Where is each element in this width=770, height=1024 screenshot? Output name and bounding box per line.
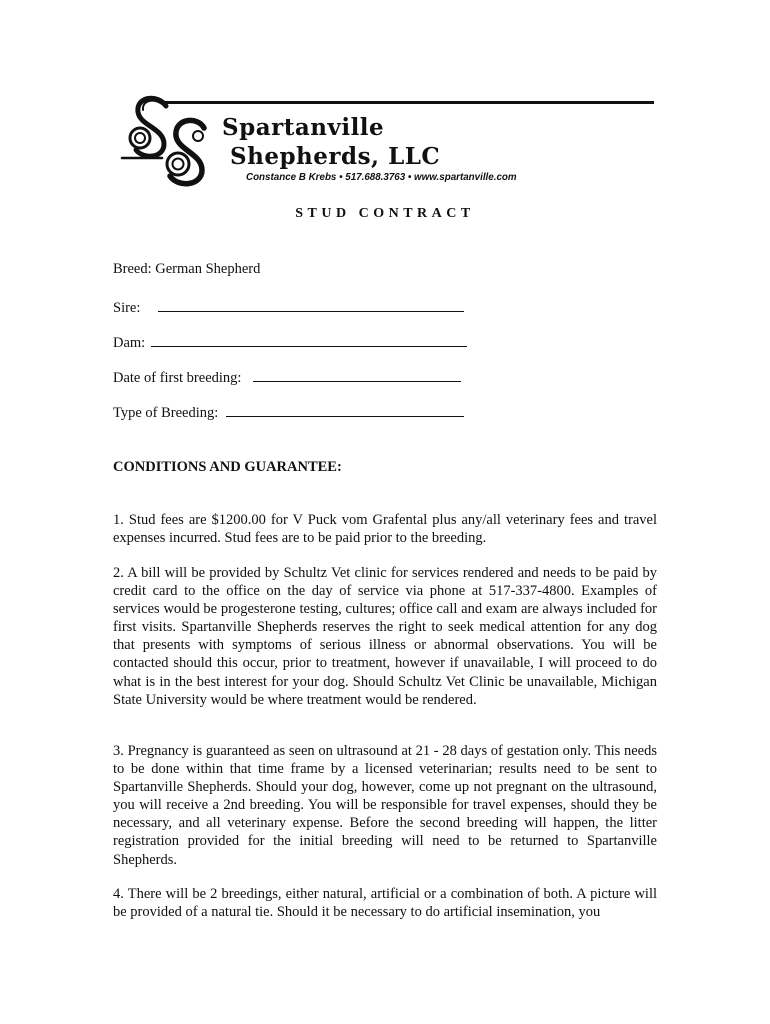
sire-blank-line[interactable] <box>158 297 464 312</box>
paragraph-1: 1. Stud fees are $1200.00 for V Puck vom Grafental plus any/all veterinary fees and travel expenses incurred. Stud fees are to be paid prior to the breeding. <box>113 512 657 547</box>
type-of-breeding-label: Type of Breeding: <box>113 405 219 421</box>
date-first-breeding-field <box>113 367 461 387</box>
paragraph-2: 2. A bill will be provided by Schultz Vet clinic for services rendered and needs to be paid by credit card to the office on the day of service via phone at 517-337-4800. Examples of services would be progesterone testing, cultures; office call and exam are always included for first visits. Spartanville Shepherds reserves the right to seek medical attention for any dog that presents with symptoms of serious illness or abnormal observations. You will be contacted should this occur, prior to treatment, however if unavailable, I will proceed to do what is in the best interest for your dog. Should Schultz Vet Clinic be unavailable, Michigan State University would be where treatment would be rendered. <box>113 565 657 708</box>
document-title: STUD CONTRACT <box>295 206 475 221</box>
letterhead-rule <box>162 101 654 104</box>
paragraph-4: 4. There will be 2 breedings, either natural, artificial or a combination of both. A picture will be provided of a natural tie. Should it be necessary to do artificial insemination, you <box>113 886 657 921</box>
dam-field <box>113 332 467 352</box>
conditions-heading: CONDITIONS AND GUARANTEE: <box>113 459 342 475</box>
ss-monogram-logo <box>118 88 218 198</box>
date-first-breeding-label: Date of first breeding: <box>113 370 242 386</box>
breed-field <box>113 261 260 278</box>
contact-line: Constance B Krebs • 517.688.3763 • www.spartanville.com <box>246 172 517 183</box>
dam-label: Dam: <box>113 335 146 351</box>
sire-label: Sire: <box>113 300 141 316</box>
sire-field <box>113 297 464 317</box>
type-of-breeding-field <box>113 402 464 422</box>
breed-text: Breed: German Shepherd <box>113 261 261 277</box>
paragraph-3: 3. Pregnancy is guaranteed as seen on ultrasound at 21 - 28 days of gestation only. This needs to be done within that time frame by a licensed veterinarian; results need to be sent to Spartanville Shepherds. Should your dog, however, come up not pregnant on the ultrasound, you will receive a 2nd breeding. You will be responsible for travel expenses, should they be necessary, and all veterinary expense. Before the second breeding will happen, the litter registration provided for the initial breeding will need to be returned to Spartanville Shepherds. <box>113 743 657 868</box>
company-name <box>222 113 440 171</box>
type-of-breeding-blank-line[interactable] <box>226 402 464 417</box>
dam-blank-line[interactable] <box>151 332 467 347</box>
company-name-line1: Spartanville <box>222 114 385 141</box>
company-name-line2: Shepherds, LLC <box>230 143 441 170</box>
date-first-breeding-blank-line[interactable] <box>253 367 461 382</box>
